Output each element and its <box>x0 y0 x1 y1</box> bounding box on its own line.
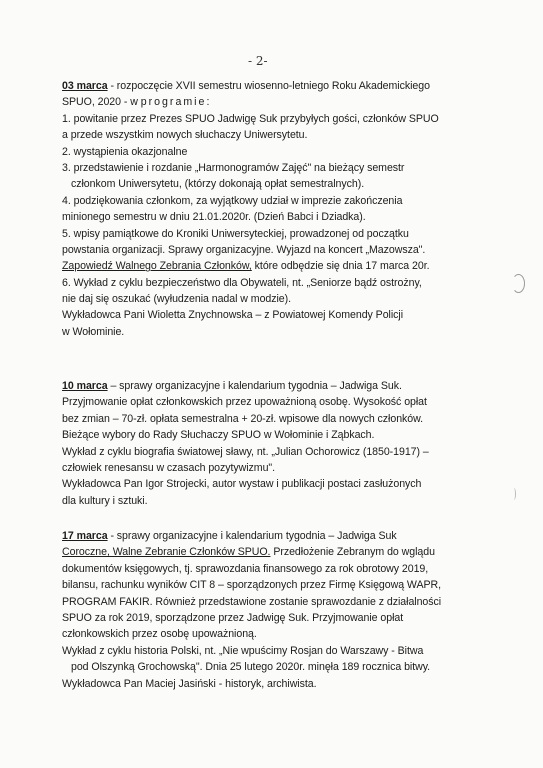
entry-10-marca <box>62 378 502 509</box>
text-line: bilansu, rachunku wyników CIT 8 – sporządzonych przez Firmę Księgową WAPR, <box>62 579 442 592</box>
entry-heading-text: - rozpoczęcie XVII semestru wiosenno-letniego Roku Akademickiego <box>107 80 430 92</box>
entry-heading-line <box>62 78 502 94</box>
text-line: człowiek renesansu w czasach pozytywizmu". <box>62 461 276 474</box>
text-line: powstania organizacji. Sprawy organizacyjne. Wyjazd na koncert „Mazowsza". <box>62 243 426 256</box>
entry-heading-line <box>62 528 502 544</box>
text-line: członkowskich przez osobę upoważnioną. <box>62 628 257 641</box>
entry-03-marca <box>62 78 502 340</box>
text-span: SPUO, 2020 - w <box>62 96 141 109</box>
text-line: 4. podziękowania członkom, za wyjątkowy udział w imprezie zakończenia <box>62 194 403 207</box>
text-line: Bieżące wybory do Rady Słuchaczy SPUO w Wołominie i Ząbkach. <box>62 429 375 442</box>
text-line: 5. wpisy pamiątkowe do Kroniki Uniwersyteckiej, prowadzonej od początku <box>62 227 409 240</box>
text-span: które odbędzie się dnia 17 marca 20r. <box>251 260 430 273</box>
punch-hole-mark <box>512 274 525 293</box>
entry-date: 03 marca <box>62 80 108 92</box>
text-line: minionego semestru w dniu 21.01.2020r. (Dzień Babci i Dziadka). <box>62 211 366 224</box>
text-line: bez zmian – 70-zł. opłata semestralna + 20-zł. wpisowe dla nowych członków. <box>62 412 424 425</box>
entry-heading-line <box>62 378 502 394</box>
text-line <box>62 544 502 560</box>
text-line: 6. Wykład z cyklu bezpieczeństwo dla Obywateli, nt. „Seniorze bądź ostrożny, <box>62 276 422 289</box>
underlined-announcement: Zapowiedź Walnego Zebrania Członków, <box>62 260 252 273</box>
text-line: 3. przedstawienie i rozdanie „Harmonogramów Zajęć" na bieżący semestr <box>62 161 405 174</box>
page-number: - 2- <box>248 54 268 68</box>
text-line: Wykład z cyklu historia Polski, nt. „Nie wpuścimy Rosjan do Warszawy - Bitwa <box>62 644 424 657</box>
spaced-word: programie <box>140 96 207 109</box>
text-line: nie daj się oszukać (wyłudzenia nadal w modzie). <box>62 293 292 306</box>
text-line: dla kultury i sztuki. <box>62 494 148 507</box>
text-line: członkom Uniwersytetu, (którzy dokonają opłat semestralnych). <box>71 178 365 191</box>
scan-edge-mark <box>512 488 516 500</box>
text-line: PROGRAM FAKIR. Również przedstawione zostanie sprawozdanie z działalności <box>62 595 442 608</box>
text-line <box>62 258 502 274</box>
entry-date: 10 marca <box>62 380 108 392</box>
entry-17-marca <box>62 528 502 692</box>
text-line: w Wołominie. <box>62 325 125 338</box>
text-line: Wykład z cyklu biografia światowej sławy, nt. „Julian Ochorowicz (1850-1917) – <box>62 445 429 458</box>
text-line: a przede wszystkim nowych słuchaczy Uniwersytetu. <box>62 129 308 142</box>
text-line: dokumentów księgowych, tj. sprawozdania finansowego za rok obrotowy 2019, <box>62 562 429 575</box>
text-line: Wykładowca Pan Igor Strojecki, autor wystaw i publikacji postaci zasłużonych <box>62 478 422 491</box>
text-line: 2. wystąpienia okazjonalne <box>62 145 188 158</box>
text-line: Wykładowca Pan Maciej Jasiński - historyk, archiwista. <box>62 677 317 690</box>
entry-heading-text: - sprawy organizacyjne i kalendarium tygodnia – Jadwiga Suk <box>107 530 397 542</box>
text-line <box>62 94 502 110</box>
text-span: : <box>206 96 210 109</box>
underlined-announcement: Coroczne, Walne Zebranie Członków SPUO. <box>62 546 271 559</box>
text-line: Wykładowca Pani Wioletta Znychnowska – z Powiatowej Komendy Policji <box>62 309 403 322</box>
entry-date: 17 marca <box>62 530 108 542</box>
text-line: SPUO za rok 2019, sporządzone przez Jadwigę Suk. Przyjmowanie opłat <box>62 611 404 624</box>
entry-heading-text: – sprawy organizacyjne i kalendarium tygodnia – Jadwiga Suk. <box>107 380 402 392</box>
text-span: Przedłożenie Zebranym do wglądu <box>270 546 435 559</box>
text-line: Przyjmowanie opłat członkowskich przez upoważnioną osobę. Wysokość opłat <box>62 396 427 409</box>
text-line: 1. powitanie przez Prezes SPUO Jadwigę Suk przybyłych gości, członków SPUO <box>62 112 439 125</box>
text-line: pod Olszynką Grochowską". Dnia 25 lutego 2020r. minęła 189 rocznica bitwy. <box>71 661 431 674</box>
